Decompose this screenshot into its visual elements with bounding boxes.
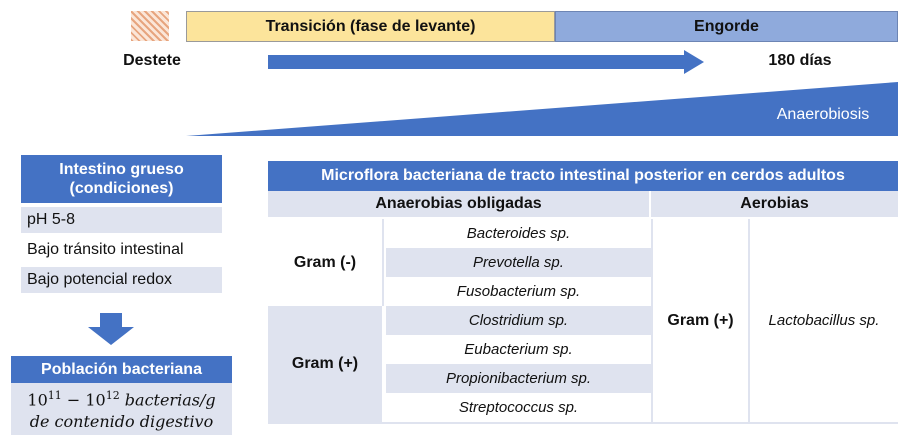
poblacion-line2: de contenido digestivo bbox=[29, 412, 214, 432]
table-title: Microflora bacteriana de tracto intestinal posterior en cerdos adultos bbox=[268, 161, 898, 191]
poblacion-exp1: 11 bbox=[47, 388, 62, 402]
condition-ph: pH 5-8 bbox=[21, 207, 222, 233]
poblacion-dash: − bbox=[61, 390, 86, 410]
poblacion-base2: 10 bbox=[85, 390, 106, 410]
species-fusobacterium: Fusobacterium sp. bbox=[386, 277, 651, 306]
label-180-dias: 180 días bbox=[768, 52, 832, 69]
phase-engorde: Engorde bbox=[555, 11, 898, 42]
intestino-header-line1: Intestino grueso bbox=[59, 161, 184, 178]
species-clostridium: Clostridium sp. bbox=[386, 306, 651, 335]
poblacion-exp2: 12 bbox=[105, 388, 120, 402]
species-prevotella: Prevotella sp. bbox=[386, 248, 651, 277]
down-arrow-icon bbox=[88, 313, 134, 345]
column-header-anaerobias: Anaerobias obligadas bbox=[268, 191, 651, 219]
poblacion-base1: 10 bbox=[27, 390, 48, 410]
species-eubacterium: Eubacterium sp. bbox=[386, 335, 651, 364]
intestino-header-line2: (condiciones) bbox=[69, 180, 174, 197]
column-header-aerobias: Aerobias bbox=[651, 191, 898, 219]
gram-positive-label: Gram (+) bbox=[268, 306, 384, 422]
condition-redox: Bajo potencial redox bbox=[21, 267, 222, 293]
weaning-hatch-marker bbox=[131, 11, 169, 41]
species-propionibacterium: Propionibacterium sp. bbox=[386, 364, 651, 393]
timeline-arrow-icon bbox=[268, 50, 704, 74]
poblacion-formula bbox=[27, 385, 215, 411]
aerobias-gram-label: Gram (+) bbox=[651, 219, 750, 422]
species-lactobacillus: Lactobacillus sp. bbox=[750, 219, 898, 422]
species-bacteroides: Bacteroides sp. bbox=[386, 219, 651, 248]
intestino-header bbox=[21, 155, 222, 203]
table-bottom-border bbox=[268, 422, 898, 424]
condition-transito: Bajo tránsito intestinal bbox=[21, 237, 222, 263]
poblacion-header: Población bacteriana bbox=[11, 356, 232, 383]
label-anaerobiosis: Anaerobiosis bbox=[776, 106, 870, 123]
poblacion-value bbox=[11, 383, 232, 435]
phase-transicion: Transición (fase de levante) bbox=[186, 11, 555, 42]
gram-negative-label: Gram (-) bbox=[268, 219, 384, 306]
poblacion-unit: bacterias/g bbox=[119, 390, 216, 410]
species-streptococcus: Streptococcus sp. bbox=[386, 393, 651, 422]
label-destete: Destete bbox=[123, 52, 181, 69]
